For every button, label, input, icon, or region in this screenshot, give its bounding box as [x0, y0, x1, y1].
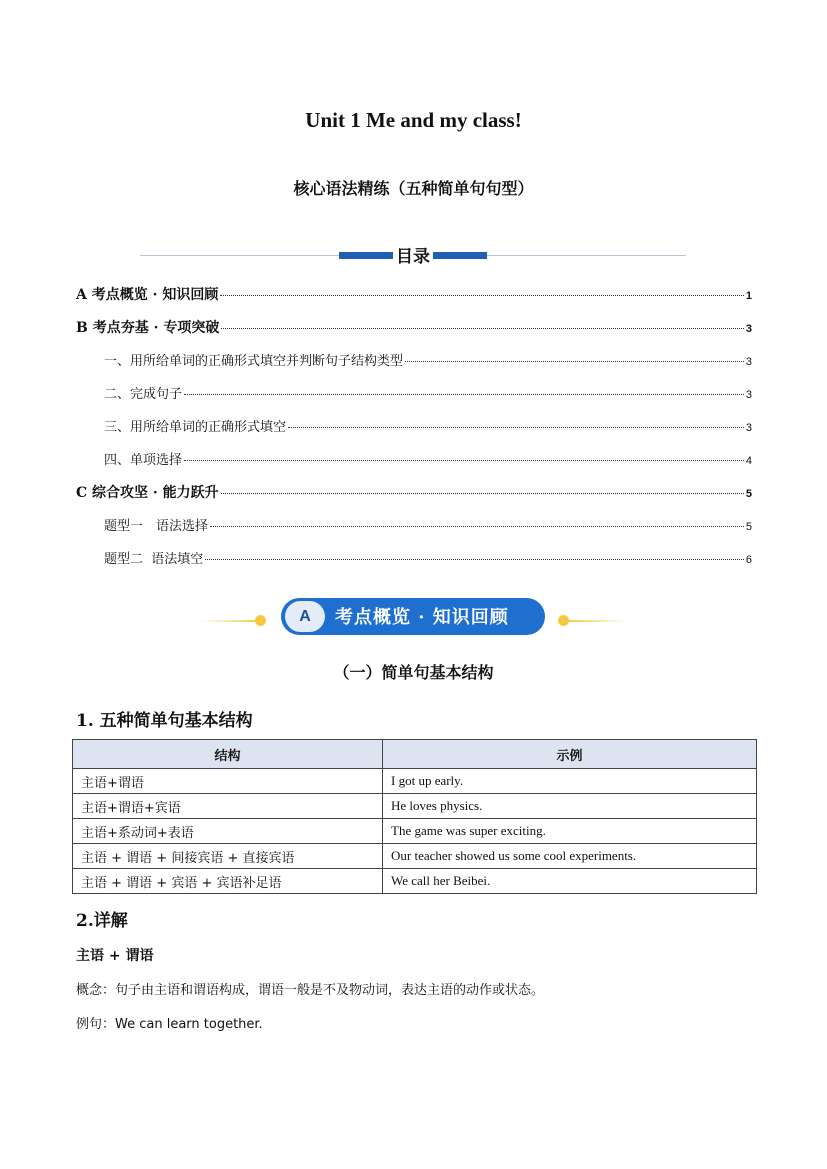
- table-row: [73, 769, 757, 794]
- toc-header: [140, 240, 686, 270]
- toc-entry-page: 4: [745, 455, 752, 467]
- toc-accent-bar-right: [433, 252, 487, 259]
- table-row: [73, 819, 757, 844]
- toc-leader-dots: [220, 295, 744, 296]
- table-cell-example: I got up early.: [383, 769, 757, 794]
- toc-entry-page: 5: [745, 488, 752, 500]
- example-paragraph: 例句：We can learn together.: [76, 1017, 263, 1032]
- banner-text: 考点概览 · 知识回顾: [335, 607, 509, 628]
- toc-entry-label: 题型一 语法选择: [104, 519, 209, 534]
- toc-entry-page: 3: [745, 389, 752, 401]
- table-cell-structure: 主语+谓语+宾语: [73, 794, 383, 819]
- toc-entry[interactable]: [104, 515, 752, 534]
- toc-entry[interactable]: [104, 548, 752, 567]
- table-row: [73, 844, 757, 869]
- toc-accent-bar-left: [339, 252, 393, 259]
- table-cell-example: We call her Beibei.: [383, 869, 757, 894]
- toc-entry[interactable]: [76, 284, 752, 304]
- toc-leader-dots: [184, 394, 744, 395]
- toc-entry-label: 二、完成句子: [104, 387, 183, 402]
- table-header-structure: 结构: [73, 740, 383, 769]
- document-title: Unit 1 Me and my class!: [305, 108, 522, 132]
- table-cell-structure: 主语+系动词+表语: [73, 819, 383, 844]
- toc-entry[interactable]: [104, 449, 752, 468]
- structure-table: [72, 739, 757, 894]
- toc-entry-page: 3: [745, 422, 752, 434]
- toc-leader-dots: [288, 427, 744, 428]
- toc-leader-dots: [210, 526, 744, 527]
- toc-entry-label: B 考点夯基 · 专项突破: [76, 320, 220, 336]
- toc-leader-dots: [221, 328, 744, 329]
- toc-heading: 目录: [393, 242, 433, 267]
- toc-entry-page: 3: [745, 323, 752, 335]
- toc-entry-page: 1: [745, 290, 752, 302]
- table-header-example: 示例: [383, 740, 757, 769]
- section-banner: [195, 597, 630, 637]
- toc-entry-label: 四、单项选择: [104, 453, 183, 468]
- heading-subject-predicate: 主语 + 谓语: [76, 948, 154, 964]
- toc-leader-dots: [184, 460, 744, 461]
- document-subtitle: 核心语法精练（五种简单句句型）: [293, 179, 534, 198]
- toc-entry-label: 一、用所给单词的正确形式填空并判断句子结构类型: [104, 354, 404, 369]
- toc-entry[interactable]: [76, 317, 752, 337]
- table-cell-structure: 主语 + 谓语 + 宾语 + 宾语补足语: [73, 869, 383, 894]
- table-cell-structure: 主语+谓语: [73, 769, 383, 794]
- heading-structures: 1. 五种简单句基本结构: [76, 711, 253, 731]
- toc-entry-page: 6: [745, 554, 752, 566]
- toc-leader-dots: [405, 361, 744, 362]
- toc-leader-dots: [221, 493, 744, 494]
- toc-entry-page: 5: [745, 521, 752, 533]
- table-cell-example: He loves physics.: [383, 794, 757, 819]
- toc-entry-label: C 综合攻坚 · 能力跃升: [76, 485, 219, 501]
- banner-line-right: [567, 620, 627, 622]
- toc-entry-label: 三、用所给单词的正确形式填空: [104, 420, 287, 435]
- toc-entry[interactable]: [104, 383, 752, 402]
- concept-paragraph: 概念：句子由主语和谓语构成，谓语一般是不及物动词，表达主语的动作或状态。: [76, 983, 545, 998]
- toc-entry[interactable]: [76, 482, 752, 502]
- toc-entry[interactable]: [104, 350, 752, 369]
- table-cell-example: The game was super exciting.: [383, 819, 757, 844]
- section-title: （一）简单句基本结构: [333, 663, 494, 682]
- table-row: [73, 869, 757, 894]
- table-cell-structure: 主语 + 谓语 + 间接宾语 + 直接宾语: [73, 844, 383, 869]
- table-row: [73, 794, 757, 819]
- toc-leader-dots: [205, 559, 744, 560]
- toc-entry-label: A 考点概览 · 知识回顾: [76, 287, 219, 303]
- banner-line-left: [200, 620, 260, 622]
- table-header-row: [73, 740, 757, 769]
- heading-details: 2.详解: [76, 911, 128, 931]
- toc-entry-label: 题型二 语法填空: [104, 552, 204, 567]
- banner-dot-left: [255, 615, 266, 626]
- toc-entry[interactable]: [104, 416, 752, 435]
- table-cell-example: Our teacher showed us some cool experiments.: [383, 844, 757, 869]
- toc-entry-page: 3: [745, 356, 752, 368]
- banner-letter-badge: A: [285, 601, 325, 632]
